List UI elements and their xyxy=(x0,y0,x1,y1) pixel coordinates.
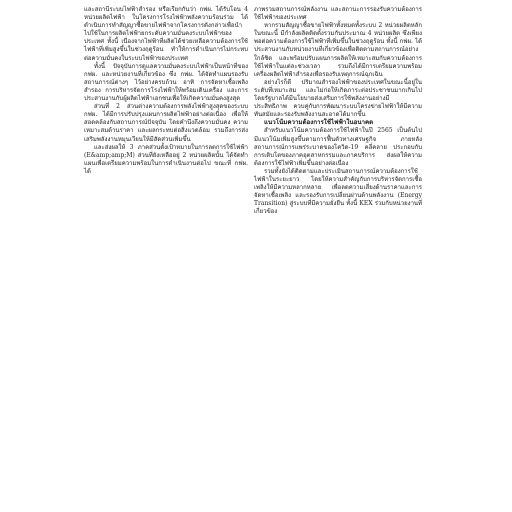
section-heading: แนวโน้มความต้องการใช้ไฟฟ้าในอนาคต xyxy=(264,119,374,127)
article-paragraph: รวมทั้งยังได้ติดตามและประเมินสถานการณ์ความต้องการใช้ไฟฟ้าในระยะยาว โดยให้ความสำคัญกับการบริหารจัดการเชื้อเพลิงให้มีความหลากหลาย เพื่อลดความเสี่ยงด้านราคาและการจัดหาเชื้อเพลิง และรองรับการเปลี่ยนผ่านด้านพลังงาน (Energy Transition) สู่ระบบที่มีความยั่งยืน ทั้งนี้ KEX ร่วมกับหน่วยงานที่เกี่ยวข้อง xyxy=(254,167,422,216)
article-paragraph: ส่วนที่ 2 ส่วนต่างความต้องการพลังไฟฟ้าสูงสุดของระบบ กฟผ. ได้มีการปรับปรุงแผนการผลิตไฟฟ้าอย่างต่อเนื่อง เพื่อให้สอดคล้องกับสถานการณ์ปัจจุบัน โดยคำนึงถึงความมั่นคง ความเหมาะสมด้านราคา และผลกระทบต่อสิ่งแวดล้อม รวมถึงการส่งเสริมพลังงานหมุนเวียนให้มีสัดส่วนเพิ่มขึ้น xyxy=(84,103,248,143)
article-paragraph: ภาพรวมสถานการณ์พลังงาน และสถานะการรองรับความต้องการใช้ไฟฟ้าของประเทศ xyxy=(254,6,422,22)
article-paragraph: ทั้งนี้ ปัจจุบันการดูแลความมั่นคงระบบไฟฟ้าเป็นหน้าที่ของ กฟผ. และหน่วยงานที่เกี่ยวข้อง ซึ่ง กฟผ. ได้จัดทำแผนรองรับสถานการณ์ต่างๆ ไว้อย่างครบถ้วน อาทิ การจัดหาเชื้อเพลิงสำรอง การบริหารจัดการโรงไฟฟ้าให้พร้อมเดินเครื่อง และการประสานงานกับผู้ผลิตไฟฟ้าเอกชนเพื่อให้เกิดความมั่นคงสูงสุด xyxy=(84,62,248,103)
article-paragraph: อย่างไรก็ดี ปริมาณสำรองไฟฟ้าของประเทศในขณะนี้อยู่ในระดับที่เหมาะสม และไม่ก่อให้เกิดภาระต่อประชาชนมากเกินไป โดยรัฐบาลได้มีนโยบายส่งเสริมการใช้พลังงานอย่างมีประสิทธิภาพ ควบคู่กับการพัฒนาระบบโครงข่ายไฟฟ้าให้มีความทันสมัยและรองรับพลังงานสะอาดได้มากขึ้น xyxy=(254,78,422,119)
article-paragraph: และส่งผลให้ 3 ภาคส่วนตั้งเป้าหมายในการลดการใช้ไฟฟ้า (E&amp;amp;M) ส่วนที่ยังเหลืออยู่ 2 หน่วยผลิตนั้น ได้จัดทำแผนเพื่อเตรียมความพร้อมในการดำเนินงานต่อไป ขณะที่ กฟผ. ได้ xyxy=(84,143,248,175)
article-column-right xyxy=(254,6,422,216)
article-paragraph: หากรวมสัญญาซื้อขายไฟฟ้าทั้งหมดทั้งระบบ 2 หน่วยผลิตหลักในขณะนี้ มีกำลังผลิตติดตั้งรวมกันประมาณ 4 หน่วยผลิต ซึ่งเพียงพอต่อความต้องการใช้ไฟฟ้าที่เพิ่มขึ้นในช่วงฤดูร้อน ทั้งนี้ กฟผ. ได้ประสานงานกับหน่วยงานที่เกี่ยวข้องเพื่อติดตามสถานการณ์อย่างใกล้ชิด และพร้อมปรับแผนการผลิตให้เหมาะสมกับความต้องการใช้ไฟฟ้าในแต่ละช่วงเวลา รวมถึงได้มีการเตรียมความพร้อมเครื่องผลิตไฟฟ้าสำรองเพื่อรองรับเหตุการณ์ฉุกเฉิน xyxy=(254,22,422,78)
article-paragraph: และสถานีระบบไฟฟ้าสำรอง หรือเรียกกันว่า กฟผ. ได้รับโอน 4 หน่วยผลิตไฟฟ้า ในโครงการโรงไฟฟ้าพลังความร้อนร่วม ได้ดำเนินการทำสัญญาซื้อขายไฟฟ้าจากโครงการดังกล่าวเพื่อนำไปใช้ในการผลิตไฟฟ้ายกระดับความมั่นคงระบบไฟฟ้าของประเทศ ทั้งนี้ เนื่องจากไฟฟ้าที่ผลิตได้ช่วยเหลือความต้องการใช้ไฟฟ้าที่เพิ่มสูงขึ้นในช่วงฤดูร้อน ทำให้การดำเนินการไม่กระทบต่อความมั่นคงในระบบไฟฟ้าของประเทศ xyxy=(84,6,248,62)
article-paragraph: สำหรับแนวโน้มความต้องการใช้ไฟฟ้าในปี 2565 เป็นต้นไป มีแนวโน้มเพิ่มสูงขึ้นตามการฟื้นตัวทางเศรษฐกิจ ภายหลังสถานการณ์การแพร่ระบาดของโควิด-19 คลี่คลาย ประกอบกับการเติบโตของภาคอุตสาหกรรมและภาคบริการ ส่งผลให้ความต้องการใช้ไฟฟ้าเพิ่มขึ้นอย่างต่อเนื่อง xyxy=(254,127,422,167)
article-column-left xyxy=(84,6,248,176)
